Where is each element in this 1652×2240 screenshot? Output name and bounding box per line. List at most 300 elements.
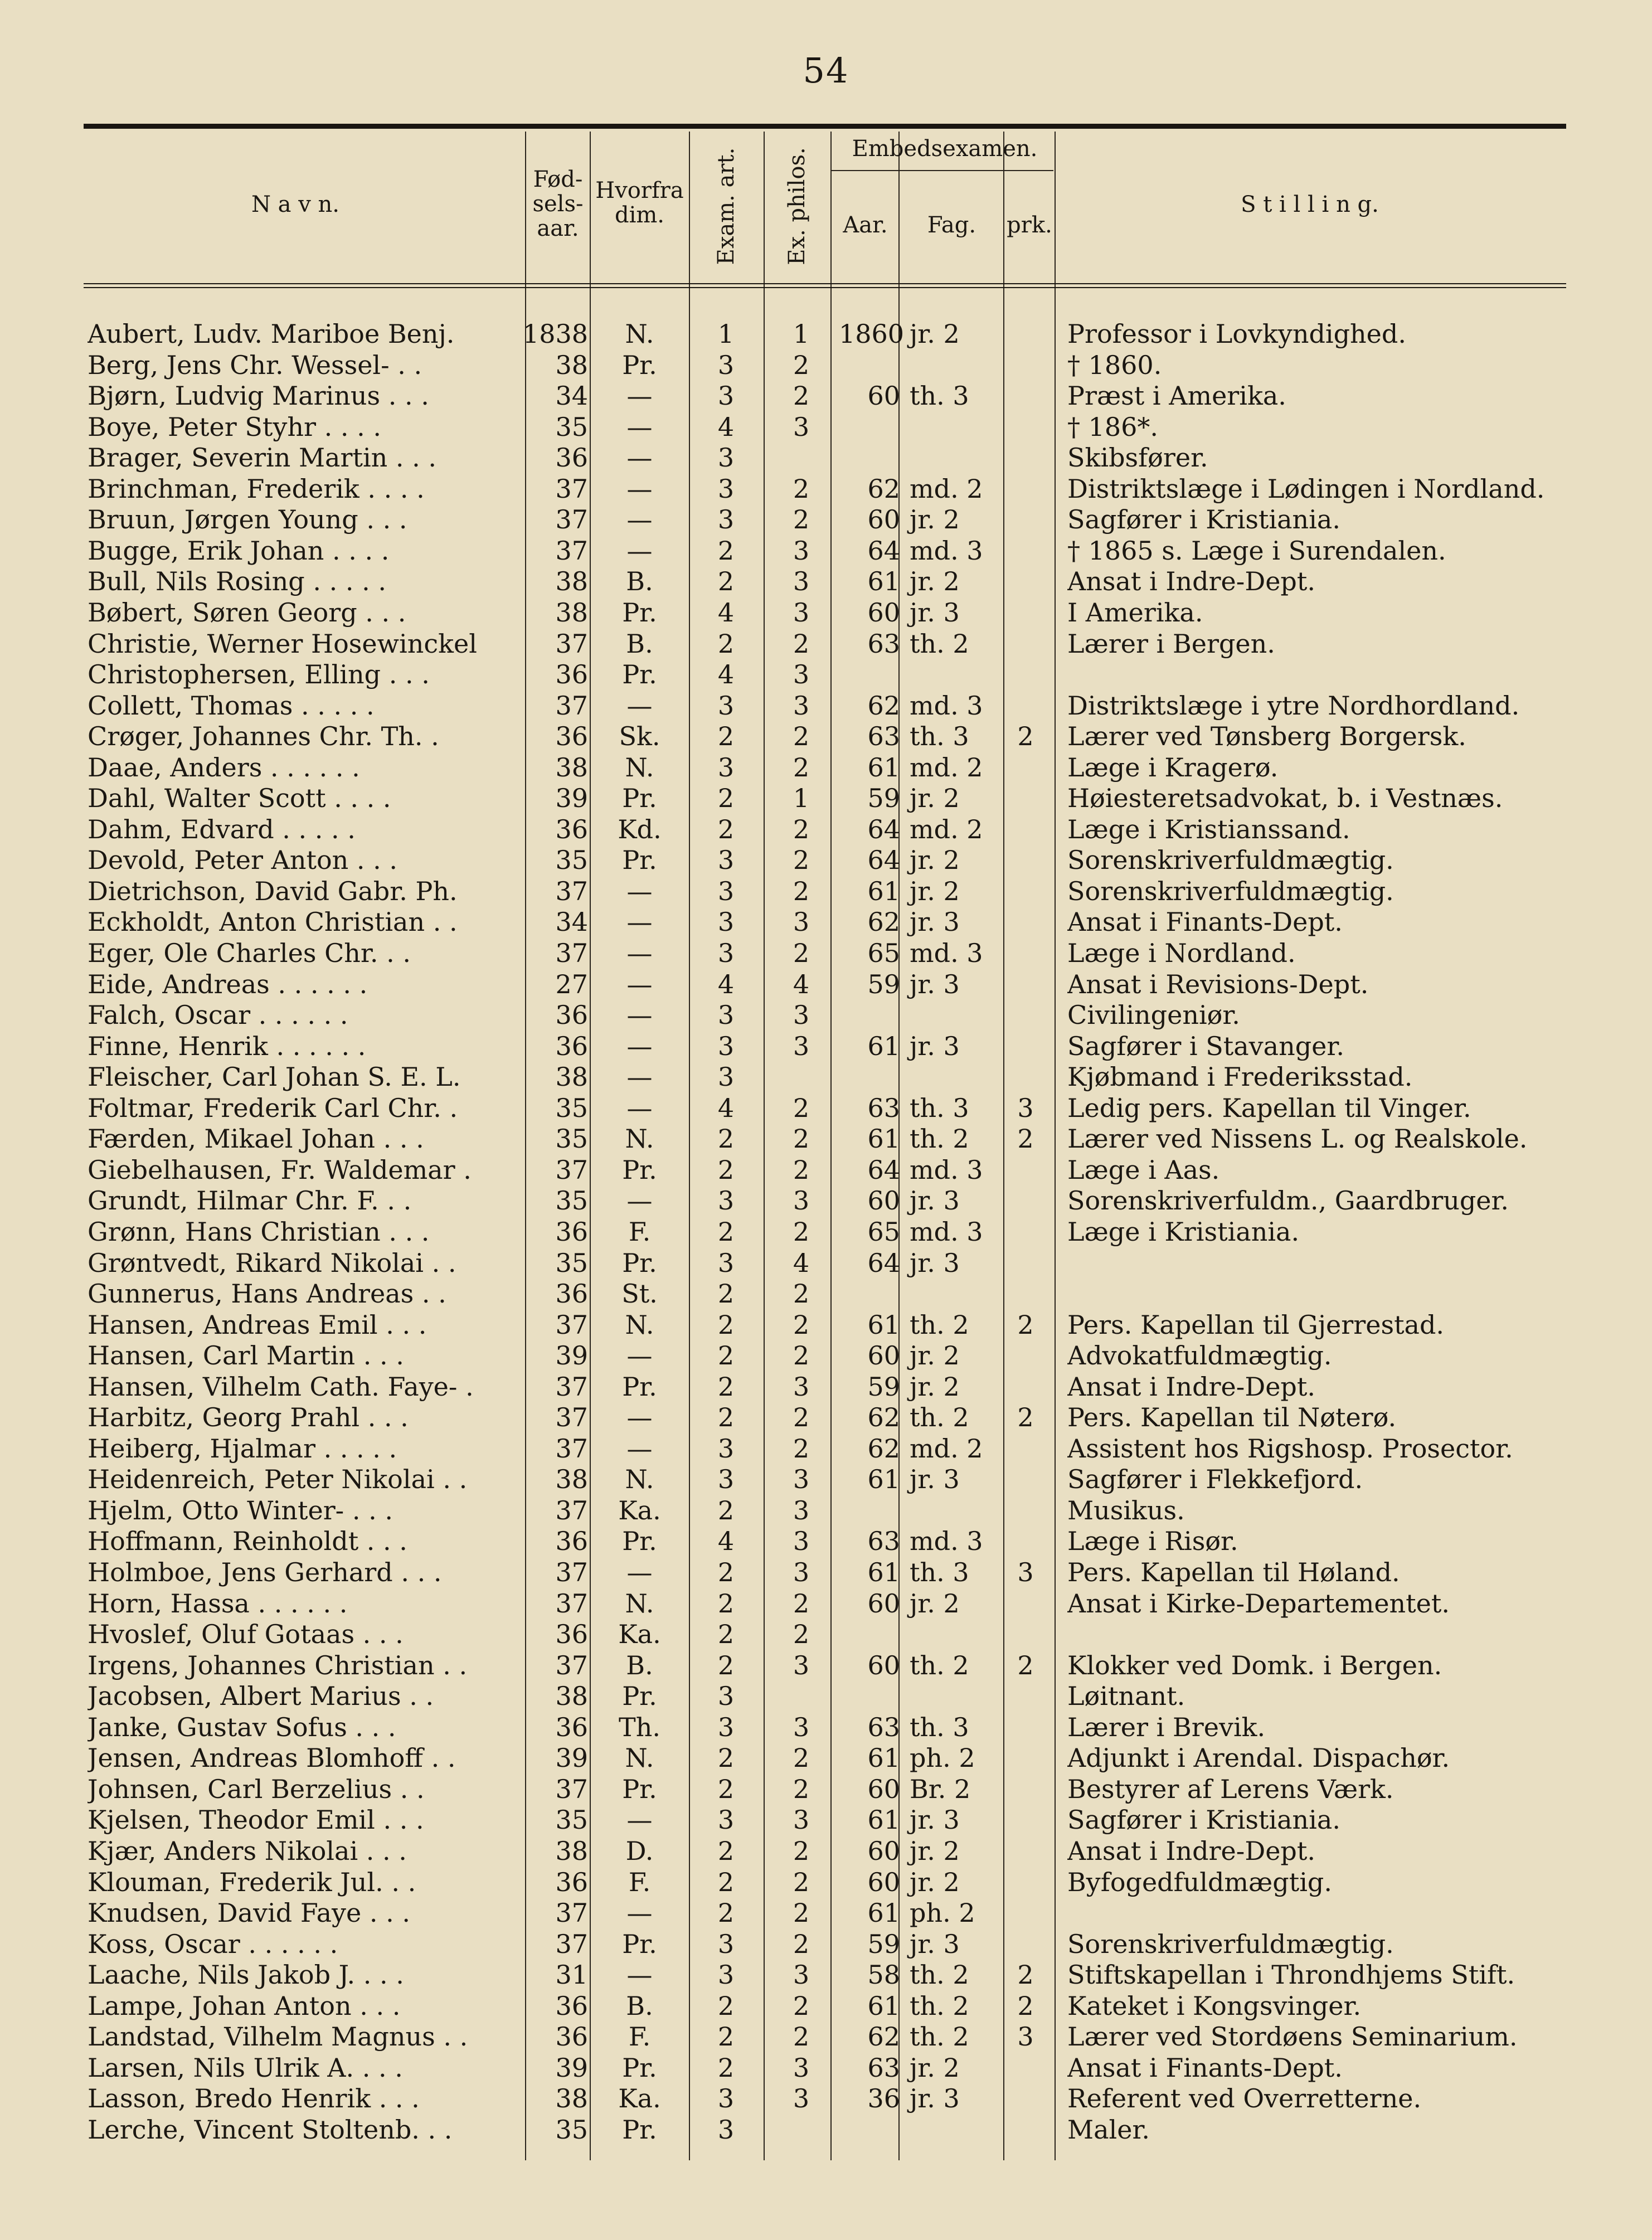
table-row — [0, 969, 1652, 1000]
exam-art-cell: 2 — [717, 1402, 735, 1433]
ex-philos-cell: 2 — [793, 1402, 810, 1433]
subject-grade-cell: jr. 2 — [910, 2052, 960, 2083]
exam-art-cell: 3 — [717, 443, 735, 473]
subject-grade-cell: jr. 3 — [910, 1185, 960, 1216]
table-row — [0, 1155, 1652, 1185]
birth-year-cell: 38 — [555, 1062, 588, 1092]
table-row — [0, 1217, 1652, 1247]
exam-year-cell: 62 — [867, 1402, 900, 1433]
ex-philos-cell: 2 — [793, 1928, 810, 1959]
exam-art-cell: 4 — [717, 1092, 735, 1123]
table-row — [0, 2115, 1652, 2145]
name-cell: Eger, Ole Charles Chr. . . — [88, 938, 411, 968]
table-row — [0, 1526, 1652, 1557]
exam-year-cell: 59 — [867, 783, 900, 814]
name-cell: Daae, Anders . . . . . . — [88, 752, 360, 783]
origin-cell: — — [626, 504, 653, 535]
origin-cell: — — [626, 690, 653, 721]
ex-philos-cell: 2 — [793, 1867, 810, 1897]
occupation-cell: Kateket i Kongsvinger. — [1067, 1990, 1362, 2021]
origin-cell: — — [626, 1960, 653, 1990]
origin-cell: — — [626, 969, 653, 999]
table-row — [0, 474, 1652, 504]
exam-art-cell: 3 — [717, 690, 735, 721]
occupation-cell: Lærer i Bergen. — [1067, 628, 1275, 659]
ex-philos-cell: 3 — [793, 2052, 810, 2083]
name-cell: Collett, Thomas . . . . . — [88, 690, 375, 721]
exam-art-cell: 3 — [717, 876, 735, 906]
ex-philos-cell: 3 — [793, 1805, 810, 1835]
exam-art-cell: 3 — [717, 1031, 735, 1061]
exam-art-cell: 3 — [717, 1960, 735, 1990]
origin-cell: N. — [625, 319, 654, 349]
occupation-cell: Professor i Lovkyndighed. — [1067, 319, 1406, 349]
ex-philos-cell: 2 — [793, 473, 810, 504]
exam-year-cell: 61 — [867, 1557, 900, 1587]
exam-year-cell: 59 — [867, 969, 900, 999]
table-row — [0, 1340, 1652, 1371]
exam-art-cell: 3 — [717, 381, 735, 411]
exam-art-cell: 2 — [717, 535, 735, 566]
occupation-cell: Ansat i Indre-Dept. — [1067, 566, 1315, 597]
birth-year-cell: 37 — [555, 504, 588, 535]
table-row — [0, 1991, 1652, 2022]
occupation-cell: Adjunkt i Arendal. Dispachør. — [1067, 1743, 1450, 1773]
occupation-cell: Ansat i Revisions-Dept. — [1067, 969, 1369, 999]
exam-year-cell: 61 — [867, 1805, 900, 1835]
ex-philos-cell: 2 — [793, 1124, 810, 1154]
occupation-cell: Skibsfører. — [1067, 443, 1208, 473]
exam-art-cell: 2 — [717, 1495, 735, 1525]
origin-cell: N. — [625, 1588, 654, 1619]
subject-grade-cell: jr. 2 — [910, 783, 960, 814]
ex-philos-cell: 3 — [793, 907, 810, 937]
name-cell: Hoffmann, Reinholdt . . . — [88, 1526, 407, 1557]
header-stilling: S t i l l i n g. — [1241, 192, 1379, 217]
exam-art-cell: 2 — [717, 1588, 735, 1619]
birth-year-cell: 38 — [555, 2083, 588, 2114]
exam-year-cell: 60 — [867, 1773, 900, 1804]
exam-art-cell: 3 — [717, 504, 735, 535]
occupation-cell: Ansat i Finants-Dept. — [1067, 2052, 1343, 2083]
subject-grade-cell: th. 2 — [910, 1650, 969, 1680]
table-row — [0, 1619, 1652, 1650]
occupation-cell: Læge i Nordland. — [1067, 938, 1296, 968]
birth-year-cell: 36 — [555, 814, 588, 844]
birth-year-cell: 34 — [555, 907, 588, 937]
exam-year-cell: 63 — [867, 1092, 900, 1123]
ex-philos-cell: 3 — [793, 1960, 810, 1990]
birth-year-cell: 38 — [555, 752, 588, 783]
birth-year-cell: 36 — [555, 2022, 588, 2052]
subject-grade-cell: jr. 3 — [910, 1031, 960, 1061]
name-cell: Klouman, Frederik Jul. . . — [88, 1867, 416, 1897]
table-row — [0, 876, 1652, 907]
occupation-cell: Ansat i Finants-Dept. — [1067, 907, 1343, 937]
header-prk: prk. — [1007, 212, 1052, 238]
exam-year-cell: 59 — [867, 1371, 900, 1402]
ex-philos-cell: 2 — [793, 721, 810, 752]
occupation-cell: Kjøbmand i Frederiksstad. — [1067, 1062, 1413, 1092]
name-cell: Harbitz, Georg Prahl . . . — [88, 1402, 409, 1433]
ex-philos-cell: 1 — [793, 783, 810, 814]
exam-art-cell: 2 — [717, 1371, 735, 1402]
origin-cell: — — [626, 938, 653, 968]
exam-year-cell: 61 — [867, 1898, 900, 1928]
ex-philos-cell: 2 — [793, 1835, 810, 1866]
birth-year-cell: 37 — [555, 473, 588, 504]
ex-philos-cell: 4 — [793, 969, 810, 999]
origin-cell: N. — [625, 1124, 654, 1154]
exam-art-cell: 3 — [717, 349, 735, 380]
prk-cell: 2 — [1017, 1960, 1034, 1990]
exam-year-cell: 61 — [867, 566, 900, 597]
exam-art-cell: 4 — [717, 969, 735, 999]
name-cell: Heidenreich, Peter Nikolai . . — [88, 1464, 468, 1495]
ex-philos-cell: 3 — [793, 1495, 810, 1525]
occupation-cell: Lærer i Brevik. — [1067, 1712, 1266, 1742]
name-cell: Dahm, Edvard . . . . . — [88, 814, 356, 844]
ex-philos-cell: 3 — [793, 1712, 810, 1742]
origin-cell: — — [626, 443, 653, 473]
subject-grade-cell: jr. 3 — [910, 597, 960, 628]
exam-year-cell: 63 — [867, 721, 900, 752]
name-cell: Knudsen, David Faye . . . — [88, 1898, 410, 1928]
ex-philos-cell: 1 — [793, 319, 810, 349]
birth-year-cell: 37 — [555, 1557, 588, 1587]
exam-art-cell: 3 — [717, 907, 735, 937]
table-row — [0, 721, 1652, 752]
birth-year-cell: 36 — [555, 443, 588, 473]
ex-philos-cell: 2 — [793, 1588, 810, 1619]
name-cell: Foltmar, Frederik Carl Chr. . — [88, 1092, 458, 1123]
origin-cell: Sk. — [619, 721, 660, 752]
subject-grade-cell: jr. 2 — [910, 566, 960, 597]
table-row — [0, 2083, 1652, 2114]
exam-year-cell: 64 — [867, 814, 900, 844]
exam-art-cell: 3 — [717, 1062, 735, 1092]
exam-year-cell: 58 — [867, 1960, 900, 1990]
exam-art-cell: 3 — [717, 845, 735, 876]
table-row — [0, 1124, 1652, 1154]
origin-cell: Pr. — [622, 2114, 657, 2145]
exam-art-cell: 3 — [717, 1185, 735, 1216]
origin-cell: F. — [628, 1867, 651, 1897]
origin-cell: B. — [626, 628, 653, 659]
exam-year-cell: 62 — [867, 473, 900, 504]
occupation-cell: Lærer ved Nissens L. og Realskole. — [1067, 1124, 1528, 1154]
origin-cell: N. — [625, 752, 654, 783]
name-cell: Hansen, Andreas Emil . . . — [88, 1309, 427, 1340]
table-row — [0, 504, 1652, 535]
exam-art-cell: 2 — [717, 721, 735, 752]
name-cell: Devold, Peter Anton . . . — [88, 845, 397, 876]
ex-philos-cell: 2 — [793, 1619, 810, 1650]
name-cell: Brinchman, Frederik . . . . — [88, 473, 425, 504]
table-row — [0, 1434, 1652, 1464]
exam-art-cell: 3 — [717, 1712, 735, 1742]
exam-art-cell: 2 — [717, 1898, 735, 1928]
subject-grade-cell: ph. 2 — [910, 1743, 975, 1773]
subject-grade-cell: th. 2 — [910, 1402, 969, 1433]
birth-year-cell: 37 — [555, 628, 588, 659]
table-row — [0, 1743, 1652, 1773]
name-cell: Færden, Mikael Johan . . . — [88, 1124, 424, 1154]
occupation-cell: Musikus. — [1067, 1495, 1185, 1525]
ex-philos-cell: 3 — [793, 1371, 810, 1402]
ex-philos-cell: 2 — [793, 876, 810, 906]
exam-year-cell: 64 — [867, 535, 900, 566]
exam-year-cell: 1860 — [839, 319, 905, 349]
origin-cell: Pr. — [622, 349, 657, 380]
exam-year-cell: 61 — [867, 1309, 900, 1340]
birth-year-cell: 37 — [555, 1898, 588, 1928]
origin-cell: Pr. — [622, 1154, 657, 1185]
subject-grade-cell: jr. 2 — [910, 1588, 960, 1619]
exam-year-cell: 59 — [867, 1928, 900, 1959]
exam-art-cell: 2 — [717, 783, 735, 814]
birth-year-cell: 37 — [555, 1495, 588, 1525]
table-row — [0, 1805, 1652, 1835]
ex-philos-cell: 3 — [793, 1526, 810, 1557]
origin-cell: — — [626, 907, 653, 937]
subject-grade-cell: jr. 3 — [910, 1247, 960, 1278]
occupation-cell: Sorenskriverfuldmægtig. — [1067, 1928, 1394, 1959]
table-row — [0, 597, 1652, 628]
origin-cell: N. — [625, 1743, 654, 1773]
occupation-cell: Sorenskriverfuldmægtig. — [1067, 876, 1394, 906]
birth-year-cell: 37 — [555, 1928, 588, 1959]
occupation-cell: Byfogedfuldmægtig. — [1067, 1867, 1333, 1897]
exam-art-cell: 3 — [717, 1000, 735, 1031]
exam-art-cell: 1 — [717, 319, 735, 349]
origin-cell: D. — [625, 1835, 654, 1866]
birth-year-cell: 36 — [555, 659, 588, 690]
origin-cell: Kd. — [618, 814, 662, 844]
birth-year-cell: 31 — [555, 1960, 588, 1990]
name-cell: Hansen, Carl Martin . . . — [88, 1340, 404, 1371]
occupation-cell: Sorenskriverfuldmægtig. — [1067, 845, 1394, 876]
subject-grade-cell: jr. 2 — [910, 876, 960, 906]
exam-art-cell: 2 — [717, 1124, 735, 1154]
table-row — [0, 1774, 1652, 1805]
origin-cell: Ka. — [618, 2083, 661, 2114]
birth-year-cell: 39 — [555, 1340, 588, 1371]
name-cell: Aubert, Ludv. Mariboe Benj. — [88, 319, 455, 349]
name-cell: Jensen, Andreas Blomhoff . . — [88, 1743, 456, 1773]
occupation-cell: Lærer ved Tønsberg Borgersk. — [1067, 721, 1466, 752]
occupation-cell: Bestyrer af Lerens Værk. — [1067, 1773, 1394, 1804]
origin-cell: — — [626, 1340, 653, 1371]
ex-philos-cell: 2 — [793, 504, 810, 535]
table-row — [0, 629, 1652, 659]
origin-cell: B. — [626, 1990, 653, 2021]
exam-art-cell: 2 — [717, 2022, 735, 2052]
occupation-cell: Civilingeniør. — [1067, 1000, 1240, 1031]
birth-year-cell: 36 — [555, 1216, 588, 1247]
exam-art-cell: 2 — [717, 814, 735, 844]
table-row — [0, 1867, 1652, 1898]
ex-philos-cell: 2 — [793, 938, 810, 968]
origin-cell: — — [626, 876, 653, 906]
table-row — [0, 1557, 1652, 1588]
exam-year-cell: 62 — [867, 1433, 900, 1464]
table-row — [0, 1093, 1652, 1124]
origin-cell: F. — [628, 2022, 651, 2052]
exam-art-cell: 3 — [717, 1681, 735, 1712]
exam-art-cell: 2 — [717, 1743, 735, 1773]
occupation-cell: Sagfører i Kristiania. — [1067, 1805, 1340, 1835]
exam-year-cell: 61 — [867, 1124, 900, 1154]
exam-year-cell: 62 — [867, 907, 900, 937]
header-hvorfra-line: dim. — [614, 202, 665, 228]
exam-year-cell: 36 — [867, 2083, 900, 2114]
name-cell: Dietrichson, David Gabr. Ph. — [88, 876, 458, 906]
exam-art-cell: 4 — [717, 659, 735, 690]
header-fag: Fag. — [927, 212, 976, 238]
origin-cell: — — [626, 1062, 653, 1092]
exam-year-cell: 62 — [867, 690, 900, 721]
table-row — [0, 907, 1652, 937]
exam-art-cell: 2 — [717, 2052, 735, 2083]
subject-grade-cell: th. 2 — [910, 2022, 969, 2052]
subject-grade-cell: md. 2 — [910, 814, 983, 844]
exam-year-cell: 60 — [867, 1340, 900, 1371]
prk-cell: 2 — [1017, 1124, 1034, 1154]
subject-grade-cell: th. 3 — [910, 1712, 969, 1742]
exam-year-cell: 61 — [867, 1464, 900, 1495]
exam-year-cell: 60 — [867, 1650, 900, 1680]
subject-grade-cell: Br. 2 — [910, 1773, 971, 1804]
name-cell: Lampe, Johan Anton . . . — [88, 1990, 401, 2021]
table-row — [0, 1681, 1652, 1712]
birth-year-cell: 36 — [555, 1867, 588, 1897]
ex-philos-cell: 3 — [793, 659, 810, 690]
subject-grade-cell: ph. 2 — [910, 1898, 975, 1928]
origin-cell: Pr. — [622, 659, 657, 690]
birth-year-cell: 39 — [555, 1743, 588, 1773]
origin-cell: Pr. — [622, 1928, 657, 1959]
birth-year-cell: 37 — [555, 690, 588, 721]
origin-cell: Ka. — [618, 1619, 661, 1650]
occupation-cell: Ansat i Indre-Dept. — [1067, 1371, 1315, 1402]
birth-year-cell: 35 — [555, 1124, 588, 1154]
header-exam-art: Exam. art. — [713, 147, 739, 265]
birth-year-cell: 37 — [555, 1588, 588, 1619]
exam-year-cell: 64 — [867, 1154, 900, 1185]
table-row — [0, 691, 1652, 721]
name-cell: Eide, Andreas . . . . . . — [88, 969, 368, 999]
exam-art-cell: 3 — [717, 938, 735, 968]
exam-art-cell: 2 — [717, 1650, 735, 1680]
table-row — [0, 536, 1652, 566]
ex-philos-cell: 3 — [793, 1000, 810, 1031]
birth-year-cell: 36 — [555, 721, 588, 752]
name-cell: Christie, Werner Hosewinckel — [88, 628, 477, 659]
name-cell: Hansen, Vilhelm Cath. Faye- . — [88, 1371, 474, 1402]
ex-philos-cell: 2 — [793, 1154, 810, 1185]
origin-cell: B. — [626, 1650, 653, 1680]
prk-cell: 3 — [1017, 2022, 1034, 2052]
name-cell: Jacobsen, Albert Marius . . — [88, 1681, 434, 1712]
birth-year-cell: 37 — [555, 938, 588, 968]
ex-philos-cell: 3 — [793, 1185, 810, 1216]
exam-art-cell: 2 — [717, 628, 735, 659]
name-cell: Eckholdt, Anton Christian . . — [88, 907, 458, 937]
table-row — [0, 1372, 1652, 1402]
birth-year-cell: 37 — [555, 1309, 588, 1340]
exam-art-cell: 2 — [717, 1154, 735, 1185]
origin-cell: — — [626, 381, 653, 411]
ex-philos-cell: 2 — [793, 814, 810, 844]
table-row — [0, 2053, 1652, 2083]
birth-year-cell: 39 — [555, 783, 588, 814]
exam-art-cell: 2 — [717, 1990, 735, 2021]
exam-art-cell: 4 — [717, 597, 735, 628]
ex-philos-cell: 2 — [793, 1279, 810, 1309]
birth-year-cell: 37 — [555, 1154, 588, 1185]
name-cell: Bøbert, Søren Georg . . . — [88, 597, 406, 628]
subject-grade-cell: th. 3 — [910, 1557, 969, 1587]
ex-philos-cell: 3 — [793, 566, 810, 597]
exam-art-cell: 4 — [717, 1526, 735, 1557]
prk-cell: 2 — [1017, 1402, 1034, 1433]
exam-year-cell: 61 — [867, 752, 900, 783]
origin-cell: Pr. — [622, 1371, 657, 1402]
ex-philos-cell: 2 — [793, 1433, 810, 1464]
name-cell: Grundt, Hilmar Chr. F. . . — [88, 1185, 412, 1216]
prk-cell: 2 — [1017, 721, 1034, 752]
ex-philos-cell: 2 — [793, 349, 810, 380]
name-cell: Horn, Hassa . . . . . . — [88, 1588, 348, 1619]
table-row — [0, 752, 1652, 783]
table-row — [0, 659, 1652, 690]
subject-grade-cell: jr. 2 — [910, 845, 960, 876]
occupation-cell: Ansat i Kirke-Departementet. — [1067, 1588, 1450, 1619]
birth-year-cell: 35 — [555, 1805, 588, 1835]
header-embedsexamen: Embedsexamen. — [852, 136, 1038, 162]
name-cell: Heiberg, Hjalmar . . . . . — [88, 1433, 397, 1464]
ex-philos-cell: 3 — [793, 535, 810, 566]
origin-cell: N. — [625, 1309, 654, 1340]
table-row — [0, 1248, 1652, 1279]
subject-grade-cell: jr. 3 — [910, 907, 960, 937]
table-row — [0, 1588, 1652, 1619]
birth-year-cell: 34 — [555, 381, 588, 411]
origin-cell: Pr. — [622, 1526, 657, 1557]
table-row — [0, 1279, 1652, 1309]
table-row — [0, 2022, 1652, 2052]
subject-grade-cell: th. 2 — [910, 1990, 969, 2021]
exam-year-cell: 63 — [867, 628, 900, 659]
exam-art-cell: 2 — [717, 1279, 735, 1309]
header-fodselsaar-line: Fød- — [533, 167, 583, 192]
exam-year-cell: 60 — [867, 1867, 900, 1897]
name-cell: Janke, Gustav Sofus . . . — [88, 1712, 396, 1742]
ex-philos-cell: 2 — [793, 1340, 810, 1371]
birth-year-cell: 35 — [555, 1185, 588, 1216]
table-row — [0, 1310, 1652, 1340]
name-cell: Bjørn, Ludvig Marinus . . . — [88, 381, 429, 411]
birth-year-cell: 36 — [555, 1990, 588, 2021]
subject-grade-cell: jr. 3 — [910, 2083, 960, 2114]
origin-cell: — — [626, 1805, 653, 1835]
exam-art-cell: 2 — [717, 1773, 735, 1804]
occupation-cell: Læge i Aas. — [1067, 1154, 1220, 1185]
table-row — [0, 1062, 1652, 1092]
origin-cell: — — [626, 1402, 653, 1433]
name-cell: Hvoslef, Oluf Gotaas . . . — [88, 1619, 404, 1650]
